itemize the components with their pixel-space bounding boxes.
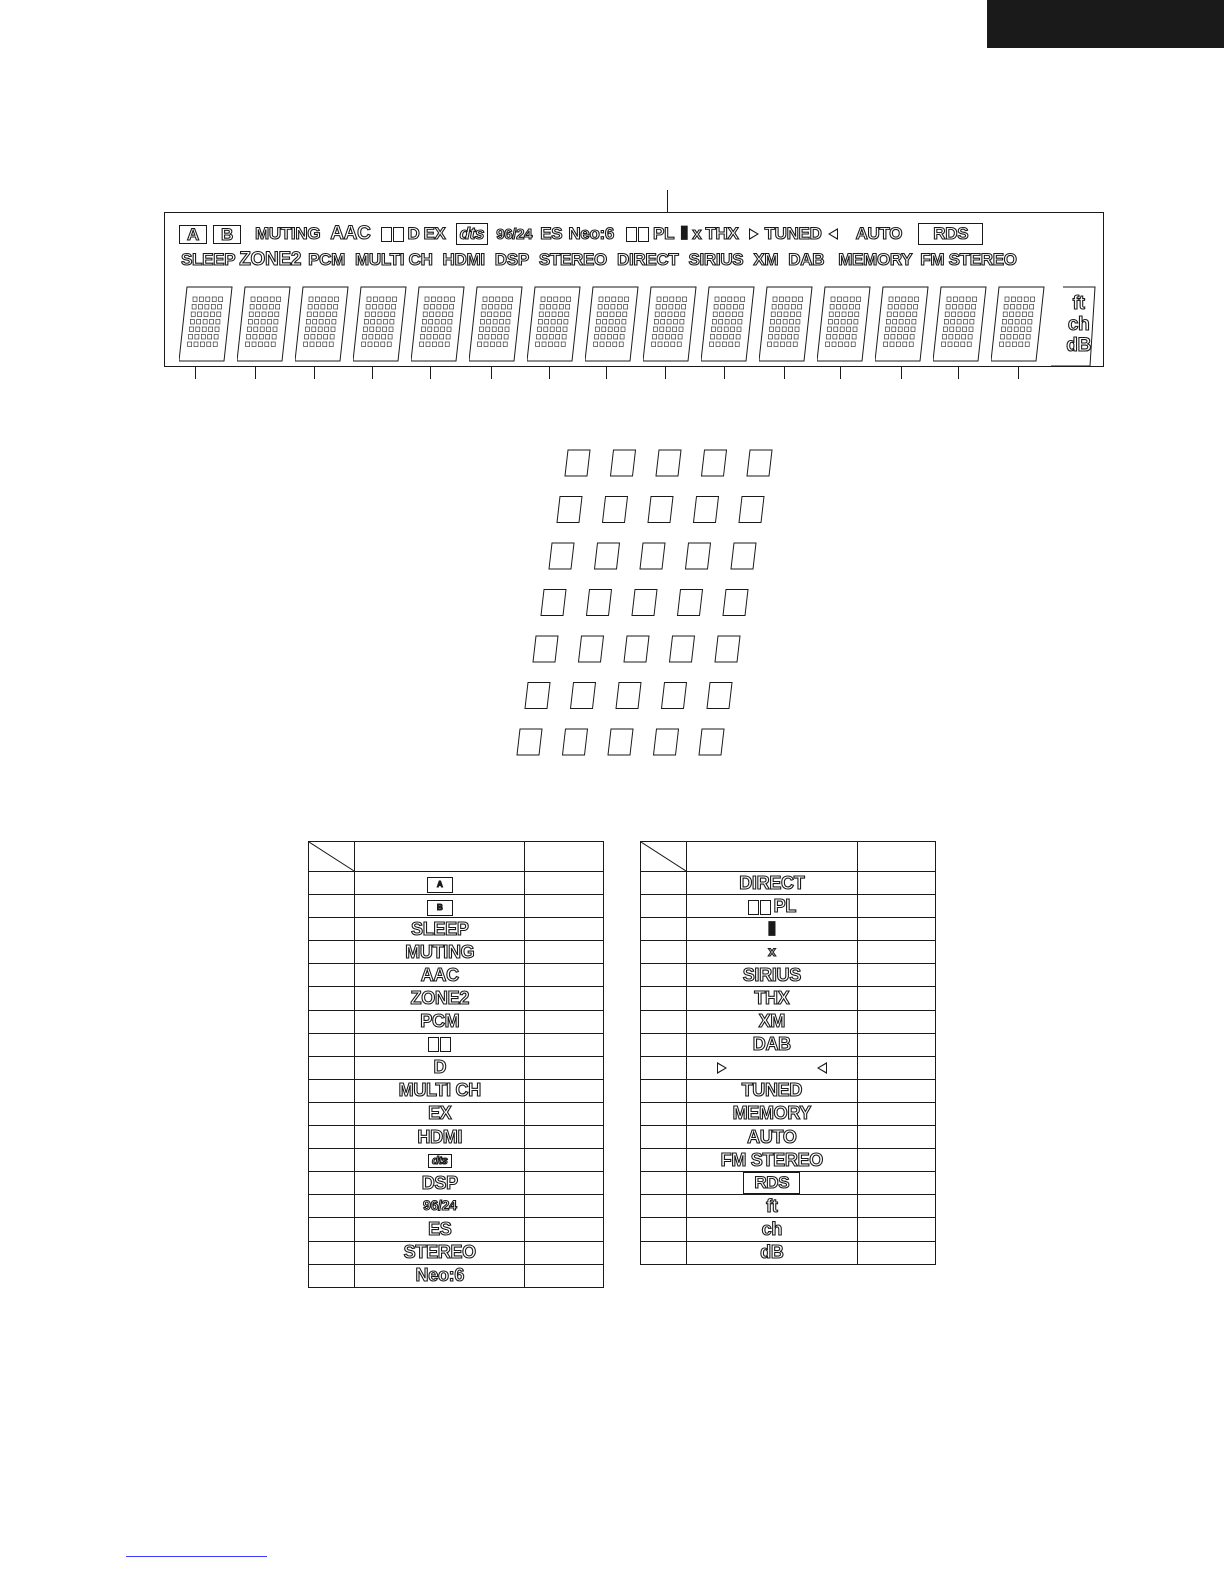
segment-cell (694, 497, 719, 523)
row-number-cell (309, 1172, 355, 1195)
table-row (641, 1241, 936, 1264)
row-number-cell (309, 1264, 355, 1287)
dot-matrix-char (933, 286, 985, 361)
segment-cell (587, 590, 612, 616)
indicator-label: DIRECT (739, 872, 805, 893)
indicator-cell (687, 1195, 858, 1218)
row-number-cell (309, 1010, 355, 1033)
dot-matrix-char (701, 286, 753, 361)
indicator-label: AUTO (747, 1126, 797, 1147)
indicator-label: DSP (421, 1172, 458, 1193)
indicator-label: SLEEP (411, 918, 469, 939)
indicator-cell (687, 987, 858, 1010)
row-number-cell (641, 964, 687, 987)
indicator-label: ft (766, 1195, 778, 1216)
unit-frame (1050, 286, 1096, 368)
table-row (641, 1172, 936, 1195)
dot-matrix-row (179, 286, 1043, 361)
table-header-row (309, 842, 604, 872)
footer-link-underline (126, 1556, 267, 1557)
indicator-pl: PL (653, 224, 675, 243)
segment-cell (525, 683, 550, 709)
table-row (641, 1033, 936, 1056)
row-number-cell (641, 1126, 687, 1149)
leader-line (430, 367, 431, 379)
segment-cell (611, 450, 636, 476)
indicator-label: ch (761, 1218, 783, 1239)
indicator-label: x (768, 943, 776, 960)
segment-cell (656, 450, 681, 476)
indicator-label: TUNED (741, 1080, 803, 1101)
row-number-cell (309, 1218, 355, 1241)
row-number-cell (309, 918, 355, 941)
segment-cell (603, 497, 628, 523)
value-cell (525, 1172, 604, 1195)
table-row (641, 918, 936, 941)
indicator-label: XM (758, 1011, 786, 1032)
value-cell (525, 918, 604, 941)
row-number-cell (641, 1241, 687, 1264)
indicator-cell (355, 1033, 525, 1056)
indicator-tuned: TUNED (764, 224, 822, 243)
table-row (641, 1195, 936, 1218)
dts-logo-icon: dts (428, 1154, 452, 1168)
value-cell (857, 1241, 935, 1264)
value-cell (857, 1056, 935, 1079)
segment-cell (648, 497, 673, 523)
indicator-cell (687, 1172, 858, 1195)
table-row (309, 1056, 604, 1079)
table-row (309, 987, 604, 1010)
segment-cell (686, 543, 711, 569)
leader-line (958, 367, 959, 379)
value-cell (857, 1172, 935, 1195)
indicator-es: ES (540, 224, 563, 243)
indicator-thx: THX (705, 224, 739, 243)
indicator-xm: XM (753, 250, 779, 269)
indicator-stereo: STEREO (538, 250, 607, 269)
indicator-box: A (427, 877, 453, 893)
indicator-rds: RDS (743, 1172, 800, 1194)
row-number-cell (309, 1102, 355, 1125)
indicator-cell (687, 1056, 858, 1079)
table-row (309, 1195, 604, 1218)
value-cell (525, 1056, 604, 1079)
segment-cell (557, 497, 582, 523)
value-cell (525, 1195, 604, 1218)
indicator-cell (355, 1102, 525, 1125)
row-number-cell (641, 1010, 687, 1033)
row-number-cell (641, 1195, 687, 1218)
row-number-cell (641, 895, 687, 918)
leader-line (372, 367, 373, 379)
indicator-sirius: SIRIUS (688, 250, 744, 269)
indicator-cell (687, 1010, 858, 1033)
indicator-rds: RDS (918, 223, 983, 245)
indicator-neo6: Neo:6 (568, 224, 615, 243)
indicator-label: STEREO (403, 1242, 476, 1263)
table-row (641, 872, 936, 895)
leader-lines-bottom (0, 367, 1224, 381)
indicator-label: PL (773, 895, 797, 916)
row-number-cell (309, 987, 355, 1010)
table-row (641, 1010, 936, 1033)
table-header-cell (525, 842, 604, 872)
segment-cell (533, 636, 558, 662)
row-number-cell (641, 1149, 687, 1172)
segment-cell (563, 729, 588, 755)
leader-line (901, 367, 902, 379)
segment-cell (670, 636, 695, 662)
dot-matrix-char (991, 286, 1043, 361)
indicator-label: D (433, 1057, 447, 1078)
indicator-label: AAC (420, 964, 459, 985)
segment-cell (565, 450, 590, 476)
value-cell (525, 872, 604, 895)
indicator-cell (355, 895, 525, 918)
table-header-row (641, 842, 936, 872)
indicator-label: MULTI CH (398, 1080, 481, 1101)
table-row (641, 1149, 936, 1172)
indicator-fm-stereo: FM STEREO (920, 250, 1017, 269)
row-number-cell (641, 872, 687, 895)
segment-cell (549, 543, 574, 569)
indicator-a: A (179, 225, 207, 244)
indicator-label: Neo:6 (415, 1265, 465, 1286)
indicator-cell (355, 987, 525, 1010)
segment-cell (723, 590, 748, 616)
indicator-label: THX (754, 988, 790, 1009)
indicator-cell (355, 1079, 525, 1102)
segment-cell (678, 590, 703, 616)
value-cell (525, 1126, 604, 1149)
value-cell (857, 895, 935, 918)
table-row (309, 1241, 604, 1264)
dolby-double-d-icon (428, 1037, 451, 1052)
indicator-cell (355, 1126, 525, 1149)
indicator-cell (355, 1264, 525, 1287)
dot-matrix-char (643, 286, 695, 361)
table-row (641, 1079, 936, 1102)
value-cell (525, 895, 604, 918)
value-cell (525, 1218, 604, 1241)
dot-matrix-char (353, 286, 405, 361)
segment-cell (715, 636, 740, 662)
indicator-label: PCM (420, 1011, 460, 1032)
table-row (309, 1149, 604, 1172)
table-row (309, 1264, 604, 1287)
table-row (641, 895, 936, 918)
indicator-pcm: PCM (308, 250, 345, 269)
indicator-cell (355, 872, 525, 895)
indicator-label: 96/24 (423, 1197, 457, 1214)
segment-cell (707, 683, 732, 709)
tuning-right-triangle-icon (749, 228, 759, 240)
leader-line (606, 367, 607, 379)
row-number-cell (641, 1079, 687, 1102)
fl-display-panel (164, 212, 1104, 367)
value-cell (857, 1126, 935, 1149)
dot-matrix-char (817, 286, 869, 361)
segment-cell (702, 450, 727, 476)
value-cell (525, 1102, 604, 1125)
indicator-memory: MEMORY (838, 250, 913, 269)
row-number-cell (641, 941, 687, 964)
table-row (641, 941, 936, 964)
indicator-cell (687, 895, 858, 918)
leader-line (255, 367, 256, 379)
page-corner-tab (987, 0, 1224, 48)
dot-matrix-char (527, 286, 579, 361)
value-cell (857, 918, 935, 941)
unit-ft: ft (1072, 293, 1085, 314)
segment-cell (632, 590, 657, 616)
table-row (309, 1010, 604, 1033)
value-cell (857, 872, 935, 895)
leader-line (549, 367, 550, 379)
indicator-cell (687, 1241, 858, 1264)
row-number-cell (309, 964, 355, 987)
value-cell (525, 964, 604, 987)
value-cell (525, 987, 604, 1010)
indicator-ii: Ⅱ (680, 224, 689, 243)
indicator-box: B (427, 900, 453, 916)
dolby-double-d-icon (381, 227, 404, 242)
dot-matrix-char (179, 286, 231, 361)
indicator-cell (687, 1149, 858, 1172)
value-cell (857, 964, 935, 987)
unit-ch: ch (1067, 314, 1090, 335)
row-number-cell (309, 1241, 355, 1264)
leader-line (784, 367, 785, 379)
row-number-cell (309, 1126, 355, 1149)
leader-line (1018, 367, 1019, 379)
indicator-hdmi: HDMI (442, 250, 485, 269)
table-header-cell (355, 842, 525, 872)
value-cell (525, 1241, 604, 1264)
indicator-dab: DAB (788, 250, 825, 269)
segment-cell (731, 543, 756, 569)
leader-line (665, 367, 666, 379)
dot-matrix-char (469, 286, 521, 361)
segment-cell (640, 543, 665, 569)
row-number-cell (309, 872, 355, 895)
indicator-label: Ⅱ (767, 918, 777, 939)
segment-cell (608, 729, 633, 755)
leader-line (314, 367, 315, 379)
segment-cell (616, 683, 641, 709)
display-row-1 (179, 223, 983, 245)
indicator-multi-ch: MULTI CH (355, 250, 433, 269)
row-number-cell (641, 1056, 687, 1079)
value-cell (857, 1033, 935, 1056)
indicator-cell (355, 918, 525, 941)
indicator-cell (355, 1172, 525, 1195)
indicator-cell (687, 918, 858, 941)
row-number-cell (641, 1218, 687, 1241)
table-header-cell (857, 842, 935, 872)
value-cell (857, 1218, 935, 1241)
indicator-b: B (213, 225, 241, 244)
table-row (641, 1126, 936, 1149)
value-cell (857, 941, 935, 964)
segment-cell (624, 636, 649, 662)
table-row (641, 964, 936, 987)
value-cell (857, 1010, 935, 1033)
indicator-cell (355, 1195, 525, 1218)
indicator-cell (687, 1126, 858, 1149)
indicator-aac: AAC (330, 223, 371, 244)
indicator-d: D (407, 224, 420, 243)
table-row (309, 1126, 604, 1149)
indicator-label: HDMI (417, 1126, 463, 1147)
table-row (309, 872, 604, 895)
indicator-label: ES (428, 1218, 452, 1239)
indicator-cell (687, 964, 858, 987)
value-cell (525, 1149, 604, 1172)
table-header-cell (641, 842, 687, 872)
segment-cell (517, 729, 542, 755)
indicator-cell (355, 1149, 525, 1172)
dot-matrix-char (411, 286, 463, 361)
row-number-cell (309, 1149, 355, 1172)
value-cell (525, 1033, 604, 1056)
table-header-cell (309, 842, 355, 872)
table-row (641, 1218, 936, 1241)
row-number-cell (309, 895, 355, 918)
indicator-auto: AUTO (855, 224, 903, 243)
tuning-left-triangle-icon (817, 1062, 827, 1074)
segment-cell (654, 729, 679, 755)
indicator-cell (355, 1241, 525, 1264)
leader-line (724, 367, 725, 379)
indicator-ex: EX (423, 224, 446, 243)
table-row (309, 1079, 604, 1102)
display-row-2 (181, 249, 1017, 271)
table-row (309, 1172, 604, 1195)
indicator-muting: MUTING (255, 224, 321, 243)
table-row (309, 1218, 604, 1241)
value-cell (857, 1102, 935, 1125)
row-number-cell (309, 1079, 355, 1102)
indicator-label: MUTING (405, 941, 475, 962)
table-row (309, 1102, 604, 1125)
unit-db: dB (1066, 335, 1091, 356)
segment-grid-diagram (510, 448, 780, 768)
indicator-cell (355, 941, 525, 964)
row-number-cell (309, 1195, 355, 1218)
indicator-label: dB (760, 1242, 784, 1263)
table-row (309, 1033, 604, 1056)
value-cell (857, 987, 935, 1010)
indicator-cell (687, 1079, 858, 1102)
segment-cell (595, 543, 620, 569)
dot-matrix-char (295, 286, 347, 361)
value-cell (857, 1195, 935, 1218)
value-cell (857, 1079, 935, 1102)
indicator-label: ZONE2 (410, 988, 470, 1009)
table-row (641, 987, 936, 1010)
table-row (309, 964, 604, 987)
row-number-cell (641, 1033, 687, 1056)
row-number-cell (641, 1172, 687, 1195)
leader-line (491, 367, 492, 379)
indicator-zone2: ZONE2 (239, 249, 302, 270)
row-number-cell (641, 1102, 687, 1125)
indicator-cell (355, 1010, 525, 1033)
indicator-cell (355, 1218, 525, 1241)
leader-line (840, 367, 841, 379)
indicator-table-left (308, 841, 604, 1288)
indicator-cell (687, 872, 858, 895)
value-cell (525, 941, 604, 964)
segment-cell (739, 497, 764, 523)
segment-cell (579, 636, 604, 662)
indicator-label: FM STEREO (720, 1149, 823, 1170)
indicator-sleep: SLEEP (181, 250, 236, 269)
segment-cell (699, 729, 724, 755)
leader-line (195, 367, 196, 379)
indicator-cell (355, 1056, 525, 1079)
leader-line-top (667, 190, 668, 212)
indicator-cell (687, 1218, 858, 1241)
segment-cell (662, 683, 687, 709)
tuning-left-triangle-icon (828, 228, 838, 240)
segment-cell (571, 683, 596, 709)
indicator-dsp: DSP (494, 250, 529, 269)
segment-cell (747, 450, 772, 476)
indicator-cell (355, 964, 525, 987)
table-header-cell (687, 842, 858, 872)
table-row (309, 918, 604, 941)
row-number-cell (309, 941, 355, 964)
dot-matrix-char (875, 286, 927, 361)
dolby-double-d-icon (748, 900, 771, 915)
indicator-table-right (640, 841, 936, 1265)
row-number-cell (641, 918, 687, 941)
indicator-direct: DIRECT (616, 250, 679, 269)
indicator-label: EX (428, 1103, 452, 1124)
indicator-96-24: 96/24 (496, 225, 533, 243)
indicator-label: SIRIUS (742, 964, 801, 985)
table-row (309, 895, 604, 918)
value-cell (525, 1264, 604, 1287)
table-row (641, 1102, 936, 1125)
dolby-pl-double-d-icon (626, 227, 649, 242)
indicator-label: MEMORY (732, 1103, 812, 1124)
indicator-cell (687, 1102, 858, 1125)
indicator-label: DAB (752, 1034, 791, 1055)
indicator-x: x (692, 224, 702, 243)
value-cell (525, 1079, 604, 1102)
row-number-cell (641, 987, 687, 1010)
segment-cell (541, 590, 566, 616)
indicator-cell (687, 941, 858, 964)
table-row (309, 941, 604, 964)
table-row (641, 1056, 936, 1079)
value-cell (525, 1010, 604, 1033)
row-number-cell (309, 1056, 355, 1079)
dot-matrix-char (237, 286, 289, 361)
indicator-cell (687, 1033, 858, 1056)
dot-matrix-char (759, 286, 811, 361)
value-cell (857, 1149, 935, 1172)
row-number-cell (309, 1033, 355, 1056)
dot-matrix-char (585, 286, 637, 361)
tuning-right-triangle-icon (717, 1062, 727, 1074)
dts-logo-icon: dts (456, 223, 489, 245)
